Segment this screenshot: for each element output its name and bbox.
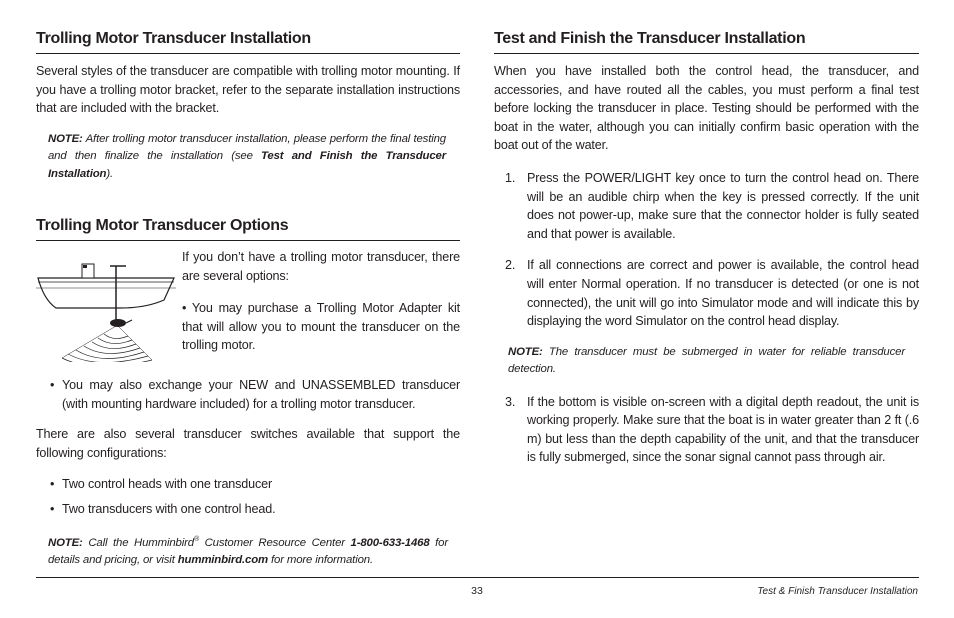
footer-divider — [36, 577, 919, 578]
left-column — [36, 30, 460, 569]
step-text: If all connections are correct and power is available, the control head will enter Normal operation. If no transducer is detected (or one is not connected), the unit will go into Simulator mode and will indicate this by displaying the word Simulator on the control head display. — [527, 258, 919, 329]
switches-intro: There are also several transducer switches available that support the following configurations: — [36, 427, 460, 460]
note-text: The transducer must be submerged in water for reliable transducer detection. — [508, 345, 905, 376]
submerged-note — [508, 344, 905, 379]
boat-trolling-motor-sonar-illustration — [36, 252, 176, 362]
section-heading-trolling-install: Trolling Motor Transducer Installation — [36, 30, 460, 54]
trolling-install-note — [48, 131, 446, 183]
phone-number: 1-800-633-1468 — [350, 536, 430, 549]
steps-list-continued — [494, 393, 919, 467]
page-number: 33 — [471, 585, 483, 597]
step-number: 3. — [505, 394, 516, 409]
option-exchange: • You may also exchange your NEW and UNASSEMBLED transducer (with mounting hardware included) for a trolling motor transducer. — [36, 376, 460, 413]
options-intro: If you don’t have a trolling motor transducer, there are several options: — [182, 250, 460, 283]
step-item — [494, 256, 919, 330]
registered-mark: ® — [193, 535, 199, 543]
step-text: If the bottom is visible on-screen with a digital depth readout, the unit is working properly. Make sure that the boat is in water greater than 2 ft (.6 m) but less than the depth capability of the unit, and that the transducer is fully submerged, since the sonar signal cannot pass through air. — [527, 394, 919, 465]
note-text: for more information. — [268, 553, 373, 566]
note-text: for details and pricing, or visit — [48, 536, 449, 566]
step-number: 2. — [505, 258, 516, 273]
config-item: • Two control heads with one transducer — [36, 475, 460, 494]
options-block — [36, 248, 460, 368]
steps-list — [494, 169, 919, 331]
step-item — [494, 169, 919, 243]
step-number: 1. — [505, 170, 516, 185]
note-label: NOTE: — [48, 536, 83, 549]
options-note — [48, 531, 448, 570]
note-link-ref: Test and Finish the Transducer Installation — [48, 150, 446, 180]
option-adapter-kit: • You may purchase a Trolling Motor Adapter kit that will allow you to mount the transducer on the trolling motor. — [182, 301, 460, 353]
running-head: Test & Finish Transducer Installation — [757, 586, 918, 597]
website-link[interactable]: humminbird.com — [177, 553, 269, 566]
section-heading-test-finish: Test and Finish the Transducer Installation — [494, 30, 919, 54]
config-list — [36, 475, 460, 518]
trolling-install-body: Several styles of the transducer are compatible with trolling motor mounting. If you have a trolling motor bracket, refer to the separate installation instructions that are included with the bracket. — [36, 64, 460, 116]
note-label: NOTE: — [508, 345, 543, 358]
section-heading-trolling-options: Trolling Motor Transducer Options — [36, 217, 460, 241]
step-text: Press the POWER/LIGHT key once to turn the control head on. There will be an audible chirp when the key is pressed correctly. If the unit does not power-up, make sure that the connector holder is fully seated and that power is available. — [527, 170, 919, 241]
note-text: Customer Resource Center — [198, 536, 351, 549]
config-item: • Two transducers with one control head. — [36, 500, 460, 519]
option-exchange-list — [36, 376, 460, 413]
options-text — [182, 248, 460, 355]
step-item — [494, 393, 919, 467]
test-finish-intro: When you have installed both the control head, the transducer, and accessories, and have routed all the cables, you must perform a final test before locking the transducer in place. Testing should be performed with the boat in the water, although you can initially confirm basic operation with the boat out of the water. — [494, 64, 919, 153]
note-end: ). — [106, 167, 113, 180]
note-label: NOTE: — [48, 132, 83, 145]
note-text: Call the Humminbird — [82, 536, 194, 549]
right-column — [494, 30, 919, 467]
note-text: After trolling motor transducer installation, please perform the final testing and then finalize the installation (see — [48, 132, 446, 163]
